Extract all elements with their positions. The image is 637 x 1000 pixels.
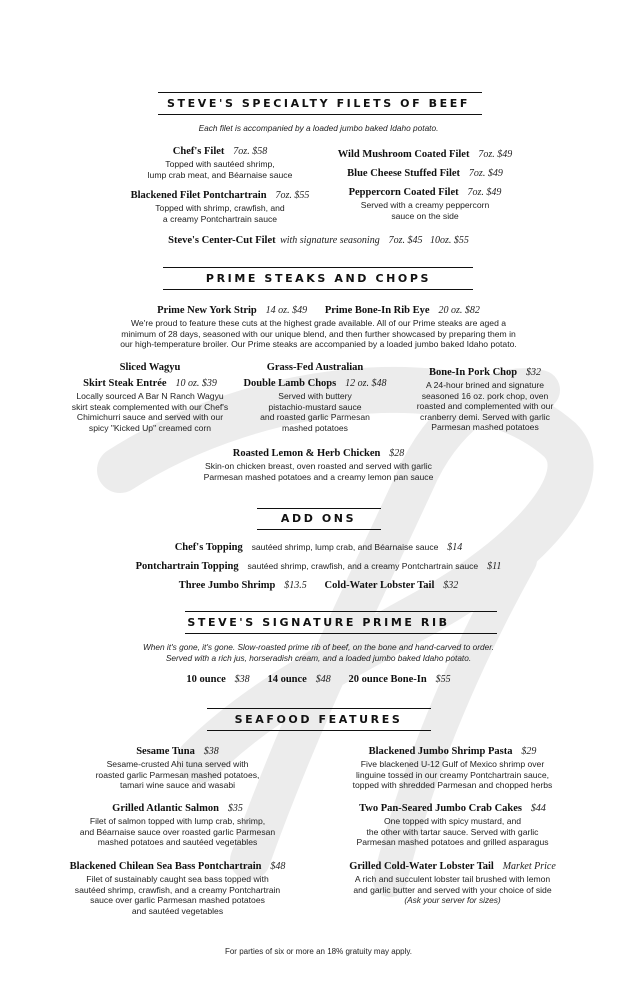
addon-pontchartrain-topping — [0, 556, 637, 574]
item-desc: and garlic butter and served with your choice of side — [353, 884, 552, 895]
item-desc: Skin-on chicken breast, oven roasted and served with garlic — [205, 461, 432, 471]
addon-shrimp-lobster — [0, 575, 637, 593]
item-price: $11 — [487, 561, 502, 572]
item-price: 7oz. $45 10oz. $55 — [388, 235, 469, 246]
item-name: Skirt Steak Entrée — [83, 378, 167, 389]
item-price: 7oz. $49 — [478, 149, 513, 160]
menu-item-pork-chop — [395, 362, 575, 433]
item-desc: mashed potatoes — [282, 422, 348, 433]
filets-note: Each filet is accompanied by a loaded jumbo baked Idaho potato. — [198, 123, 439, 133]
item-desc: roasted and complemented with our — [416, 401, 554, 412]
section-rule — [257, 508, 381, 509]
item-price: 7oz. $55 — [275, 190, 310, 201]
item-name: Peppercorn Coated Filet — [348, 187, 459, 198]
item-price: $32 — [443, 580, 459, 591]
note-line: When it's gone, it's gone. Slow-roasted prime rib of beef, on the bone and hand-carved to order. — [142, 642, 495, 652]
section-header-seafood: SEAFOOD FEATURES — [234, 713, 403, 726]
item-price: $29 — [521, 746, 537, 757]
item-price: 7oz. $49 — [468, 168, 503, 179]
section-rule — [185, 611, 497, 612]
item-desc: Filet of sustainably caught sea bass topped with — [86, 874, 269, 884]
menu-item-lobster-tail — [325, 856, 580, 906]
item-desc: Served with a creamy peppercorn — [360, 200, 490, 210]
section-rule — [257, 529, 381, 530]
item-name: Prime Bone-In Rib Eye — [324, 305, 430, 316]
item-price: 12 oz. $48 — [345, 378, 387, 389]
item-price: $55 — [435, 674, 451, 685]
steaks-intro — [0, 318, 637, 350]
item-name: 10 ounce — [186, 674, 226, 685]
item-desc: a creamy Pontchartrain sauce — [162, 213, 278, 224]
item-name: Sesame Tuna — [136, 746, 195, 757]
item-price: 7oz. $49 — [467, 187, 502, 198]
item-name: Steve's Center-Cut Filet — [168, 235, 276, 246]
item-price: Market Price — [502, 861, 556, 872]
item-name: Two Pan-Seared Jumbo Crab Cakes — [359, 803, 523, 814]
item-style: with signature seasoning — [280, 235, 380, 246]
menu-item-chefs-filet — [100, 141, 340, 180]
section-rule — [163, 267, 473, 268]
item-price: $48 — [270, 861, 286, 872]
item-name: Roasted Lemon & Herb Chicken — [232, 448, 381, 459]
section-rule — [207, 730, 431, 731]
prime-rib-note — [0, 642, 637, 663]
item-desc: tamari wine sauce and wasabi — [119, 780, 236, 791]
item-price: $38 — [234, 674, 250, 685]
menu-item-roasted-chicken — [0, 443, 637, 482]
item-name: Grilled Cold-Water Lobster Tail — [349, 861, 494, 872]
section-header-addons: ADD ONS — [280, 512, 357, 525]
item-name: Blackened Chilean Sea Bass Pontchartrain — [69, 861, 262, 872]
item-desc: linguine tossed in our creamy Pontchartrain sauce, — [356, 769, 549, 780]
item-desc: the other with tartar sauce. Served with garlic — [366, 826, 539, 837]
item-name: Blackened Filet Pontchartrain — [130, 190, 267, 201]
item-desc: sautéed shrimp, crawfish, and a creamy Pontchartrain sauce — [247, 561, 479, 571]
item-name: Three Jumbo Shrimp — [178, 580, 276, 591]
menu-item-blackened-filet — [100, 185, 340, 224]
item-price: $38 — [203, 746, 219, 757]
item-desc: pistachio-mustard sauce — [268, 401, 362, 412]
item-desc: (Ask your server for sizes) — [404, 895, 501, 906]
item-desc: and sautéed vegetables — [131, 905, 224, 916]
intro-line: our high-temperature broiler. Our Prime steaks are accompanied by a loaded jumbo baked Idaho potato. — [120, 339, 517, 350]
menu-item-wild-mushroom-filet — [310, 144, 540, 162]
item-name: 20 ounce Bone-In — [348, 674, 427, 685]
gratuity-footer: For parties of six or more an 18% gratuity may apply. — [224, 947, 413, 956]
item-desc: Parmesan mashed potatoes and a creamy lemon pan sauce — [203, 471, 434, 482]
item-name: Cold-Water Lobster Tail — [324, 580, 435, 591]
menu-item-atlantic-salmon — [65, 798, 290, 848]
addon-chefs-topping — [0, 537, 637, 555]
item-price: $48 — [315, 674, 331, 685]
item-desc: seasoned 16 oz. pork chop, oven — [421, 390, 549, 401]
item-desc: cranberry demi. Served with garlic — [420, 411, 550, 422]
note-line: Served with a rich jus, horseradish cream, and a loaded jumbo baked Idaho potato. — [165, 652, 472, 663]
item-price: $13.5 — [284, 580, 307, 591]
item-desc: lump crab meat, and Béarnaise sauce — [147, 169, 293, 180]
item-name: Grilled Atlantic Salmon — [112, 803, 219, 814]
item-desc: One topped with spicy mustard, and — [383, 816, 522, 826]
item-desc: topped with shredded Parmesan and chopped herbs — [352, 780, 553, 791]
item-desc: Served with buttery — [278, 391, 352, 401]
item-desc: A 24-hour brined and signature — [425, 380, 544, 390]
item-desc: A rich and succulent lobster tail brushed with lemon — [354, 874, 551, 884]
item-name: Blue Cheese Stuffed Filet — [347, 168, 461, 179]
item-price: 10 oz. $39 — [175, 378, 217, 389]
section-rule — [163, 289, 473, 290]
menu-item-sesame-tuna — [65, 741, 290, 791]
menu-item-lamb-chops — [230, 362, 400, 433]
menu-item-peppercorn-filet — [310, 182, 540, 221]
item-name: Grass-Fed Australian — [266, 362, 364, 373]
menu-item-chilean-sea-bass — [55, 856, 300, 916]
item-price: 14 oz. $49 — [265, 305, 308, 316]
item-desc: Locally sourced A Bar N Ranch Wagyu — [76, 391, 224, 401]
section-header-prime-rib: STEVE'S SIGNATURE PRIME RIB — [187, 616, 450, 629]
item-desc: Parmesan mashed potatoes — [431, 422, 539, 433]
item-name: Chef's Filet — [172, 146, 225, 157]
menu-item-shrimp-pasta — [325, 741, 580, 791]
item-desc: and Béarnaise sauce over roasted garlic Parmesan — [79, 826, 276, 837]
menu-item-wagyu — [60, 362, 240, 433]
item-name: Pontchartrain Topping — [135, 561, 239, 572]
item-name: Chef's Topping — [174, 542, 243, 553]
item-desc: roasted garlic Parmesan mashed potatoes, — [95, 769, 260, 780]
item-desc: sauce over garlic Parmesan mashed potatoes — [90, 895, 265, 906]
item-name: Double Lamb Chops — [243, 378, 337, 389]
item-desc: Topped with sautéed shrimp, — [165, 159, 275, 169]
item-name: 14 ounce — [267, 674, 307, 685]
item-desc: skirt steak complemented with our Chef's — [71, 401, 229, 412]
item-price: 20 oz. $82 — [438, 305, 480, 316]
item-price: $28 — [389, 448, 405, 459]
item-price: $44 — [530, 803, 546, 814]
menu-item-center-cut-filet — [0, 230, 637, 248]
intro-line: minimum of 28 days, seasoned with our unique blend, and then further showcased by preparing them in — [121, 328, 516, 339]
item-desc: Sesame-crusted Ahi tuna served with — [106, 759, 249, 769]
section-header-filets: STEVE'S SPECIALTY FILETS OF BEEF — [167, 97, 470, 110]
item-desc: mashed potatoes and sautéed vegetables — [97, 837, 258, 848]
item-desc: and roasted garlic Parmesan — [260, 412, 370, 423]
item-name: Sliced Wagyu — [119, 362, 181, 373]
item-price: $35 — [227, 803, 243, 814]
item-desc: Topped with shrimp, crawfish, and — [155, 203, 285, 213]
item-desc: Chimichurri sauce and served with our — [76, 412, 224, 423]
item-price: $14 — [447, 542, 463, 553]
prime-cuts-line — [0, 300, 637, 318]
item-price: $32 — [526, 367, 541, 378]
section-rule — [207, 708, 431, 709]
item-desc: spicy "Kicked Up" creamed corn — [88, 422, 212, 433]
item-price: 7oz. $58 — [233, 146, 268, 157]
item-desc: Five blackened U-12 Gulf of Mexico shrimp over — [360, 759, 545, 769]
item-name: Prime New York Strip — [157, 305, 257, 316]
item-desc: Filet of salmon topped with lump crab, shrimp, — [89, 816, 266, 826]
section-header-steaks: PRIME STEAKS AND CHOPS — [205, 272, 432, 285]
menu-item-blue-cheese-filet — [310, 163, 540, 181]
item-name: Bone-In Pork Chop — [429, 367, 518, 378]
item-desc: sautéed shrimp, crawfish, and a creamy Pontchartrain — [74, 884, 281, 895]
intro-line: We're proud to feature these cuts at the highest grade available. All of our Prime steaks are aged a — [130, 318, 507, 328]
item-desc: sautéed shrimp, lump crab, and Béarnaise sauce — [251, 542, 439, 552]
section-rule — [158, 92, 482, 93]
item-desc: sauce on the side — [391, 210, 459, 221]
menu-item-crab-cakes — [325, 798, 580, 848]
section-rule — [185, 633, 497, 634]
item-name: Blackened Jumbo Shrimp Pasta — [368, 746, 513, 757]
item-desc: Parmesan mashed potatoes and grilled asparagus — [356, 837, 549, 848]
section-rule — [158, 114, 482, 115]
item-name: Wild Mushroom Coated Filet — [337, 149, 470, 160]
prime-rib-sizes — [0, 669, 637, 687]
